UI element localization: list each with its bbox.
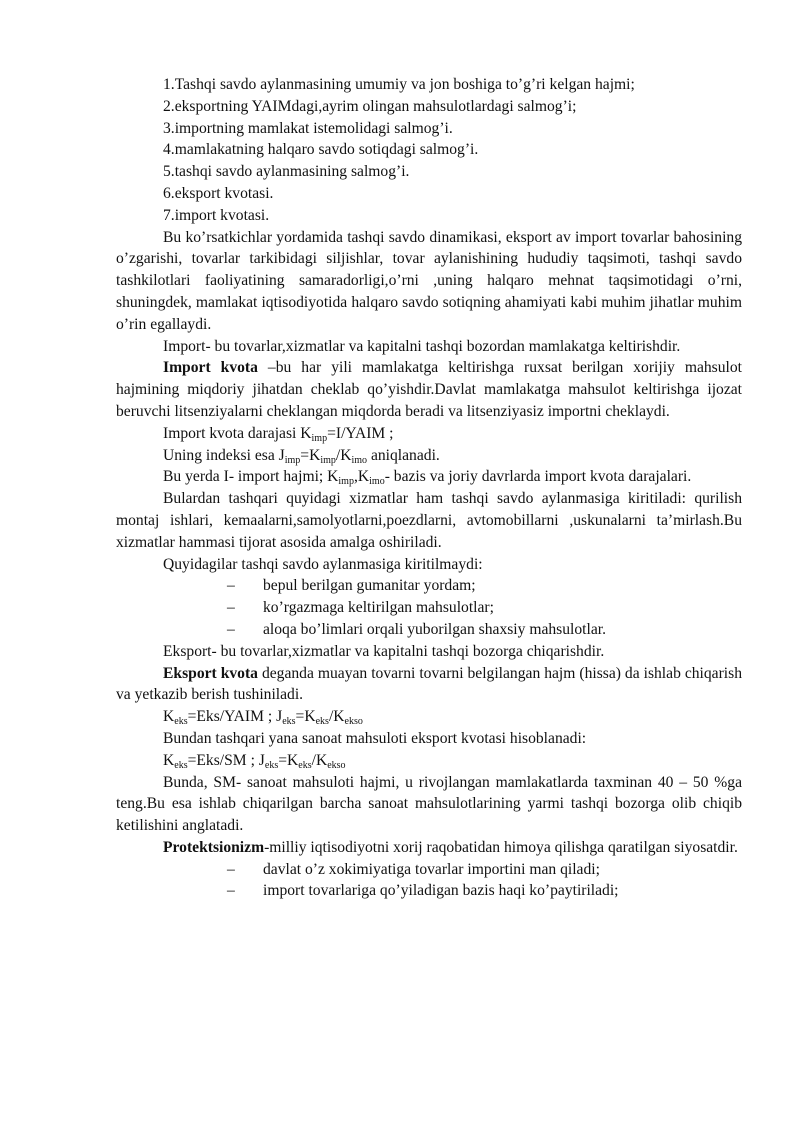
paragraph-eksport-definition: Eksport- bu tovarlar,xizmatlar va kapitalni tashqi bozorga chiqarishdir. [163, 642, 605, 660]
paragraph-services: Bulardan tashqari quyidagi xizmatlar ham tashqi savdo aylanmasiga kiritiladi: qurilish montaj ishlari, kemaalarni,samolyotlarni,poezdlarni, avtomobillarni ,uskunalarni ta’mirlash.Bu xizmatlar hammasi tijorat asosida amalga oshiriladi. [116, 490, 742, 551]
import-kvota-definition: –bu har yili mamlakatga keltirishga ruxsat berilgan xorijiy mahsulot hajmining miqdoriy jihatdan cheklab qo’yishdir.Davlat mamlakatga mahsulot keltirishga ijozat beruvchi litsenziyalarni cheklangan miqdorda beradi va litsenziyasiz importni cheklaydi. [116, 359, 742, 420]
paragraph-sm: Bunda, SM- sanoat mahsuloti hajmi, u rivojlangan mamlakatlarda taxminan 40 – 50 %ga teng.Bu esa ishlab chiqarilgan barcha sanoat mahsulotlarining yarmi tashqi bozorga olib chiqib ketilishini anglatadi. [116, 773, 742, 835]
list-item: 4.mamlakatning halqaro savdo sotiqdagi salmog’i. [163, 141, 479, 159]
term-import-kvota: Import kvota [163, 359, 258, 377]
list-item: 5.tashqi savdo aylanmasining salmog’i. [163, 163, 410, 181]
paragraph-sanoat-kvota: Bundan tashqari yana sanoat mahsuloti eksport kvotasi hisoblanadi: [163, 729, 587, 747]
term-protektsionizm: Protektsionizm [163, 838, 265, 856]
paragraph-import-definition: Import- bu tovarlar,xizmatlar va kapitalni tashqi bozordan mamlakatga keltirishdir. [163, 337, 681, 355]
dash-list-item: – davlat o’z xokimiyatiga tovarlar importini man qiladi; [116, 859, 742, 881]
paragraph-import-kvota [116, 357, 742, 422]
formula-import-index: Uning indeksi esa $J_{imp}=K_{imp}/K_{imo}$ aniqlanadi. [163, 446, 440, 466]
formula-eksport-2: $K_{eks}=Eks/SM$ ; $J_{eks}=K_{eks}/K_{ekso}$ [163, 751, 346, 771]
paragraph-protektsionizm [116, 837, 742, 859]
dash-bullet: – [227, 577, 235, 595]
dash-bullet: – [227, 860, 235, 878]
formula-import-level: Import kvota darajasi $K_{imp}=I$/YAIM ; [163, 424, 394, 444]
paragraph-eksport-kvota [116, 663, 742, 707]
list-item: 6.eksport kvotasi. [163, 184, 274, 202]
protektsionizm-definition: -milliy iqtisodiyotni xorij raqobatidan himoya qilishga qaratilgan siyosatdir. [264, 838, 738, 856]
term-eksport-kvota: Eksport kvota [163, 664, 258, 682]
list-item: 7.import kvotasi. [163, 206, 270, 224]
formula-eksport-1: $K_{eks}=Eks$/YAIM ; $J_{eks}=K_{eks}/K_{ekso}$ [163, 708, 363, 728]
paragraph-indicators: Bu ko’rsatkichlar yordamida tashqi savdo dinamikasi, eksport av import tovarlar bahosining o’zgarishi, tovarlar tarkibidagi siljishlar, tovar aylanishining hududiy taqsimoti, tashqi savdo tashkilotlari faoliyatining samaradorligi,o’rni ,uning halqaro mehnat taqsimotidagi o’rni, shuningdek, mamlakat iqtisodiyotida halqaro savdo sotiqning ahamiyati kabi muhim jihatlar muhim o’rin egallaydi. [116, 228, 742, 333]
dash-bullet: – [227, 599, 235, 617]
dash-bullet: – [227, 882, 235, 900]
list-item: 2.eksportning YAIMdagi,ayrim olingan mahsulotlardagi salmog’i; [163, 97, 577, 115]
document-page [116, 74, 742, 902]
dash-bullet: – [227, 620, 235, 638]
dash-list-item: – ko’rgazmaga keltirilgan mahsulotlar; [116, 597, 742, 619]
list-item: 1.Tashqi savdo aylanmasining umumiy va jon boshiga to’g’ri kelgan hajmi; [163, 76, 635, 93]
eksport-kvota-definition: deganda muayan tovarni tovarni belgilangan hajm (hissa) da ishlab chiqarish va yetkazib berish tushiniladi. [116, 664, 742, 704]
paragraph-import-variables: Bu yerda I- import hajmi; $K_{imp},K_{imo}-$ bazis va joriy davrlarda import kvota darajalari. [163, 468, 692, 488]
paragraph-excluded-heading: Quyidagilar tashqi savdo aylanmasiga kiritilmaydi: [163, 555, 483, 573]
dash-list-item: – aloqa bo’limlari orqali yuborilgan shaxsiy mahsulotlar. [116, 619, 742, 641]
dash-list-item: – bepul berilgan gumanitar yordam; [116, 575, 742, 597]
list-item: 3.importning mamlakat istemolidagi salmog’i. [163, 119, 453, 137]
dash-list-item: – import tovarlariga qo’yiladigan bazis haqi ko’paytiriladi; [116, 880, 742, 902]
